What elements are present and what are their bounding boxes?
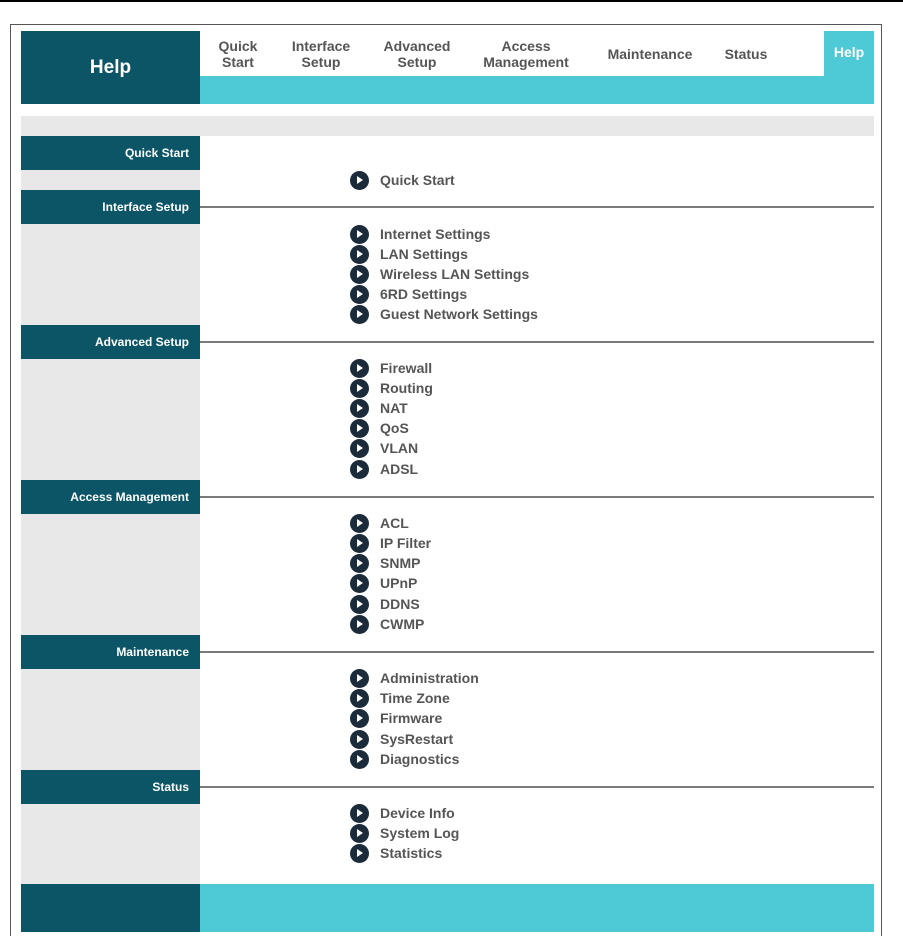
link-snmp[interactable]: [350, 553, 420, 573]
section-access-management: Access Management: [21, 480, 200, 514]
section-divider: [200, 206, 874, 208]
tab-interface-setup[interactable]: [282, 31, 360, 76]
link-ip-filter[interactable]: [350, 533, 431, 553]
tab-help-label: Help: [833, 44, 865, 60]
nav-subbar: [200, 76, 874, 104]
section-advanced-setup: Advanced Setup: [21, 325, 200, 359]
link-guest-network-settings[interactable]: [350, 304, 538, 324]
link-time-zone[interactable]: [350, 688, 450, 708]
tab-help[interactable]: [824, 31, 874, 76]
circle-play-icon: [350, 615, 369, 634]
circle-play-icon: [350, 265, 369, 284]
link-diagnostics[interactable]: [350, 749, 459, 769]
top-rule: [0, 0, 903, 2]
section-quick-start: Quick Start: [21, 136, 200, 170]
link-label: Firmware: [380, 710, 443, 726]
link-lan-settings[interactable]: [350, 244, 468, 264]
page-title: Help: [21, 31, 200, 104]
link-internet-settings[interactable]: [350, 224, 490, 244]
link-label: CWMP: [380, 616, 425, 632]
tab-access-management-label: Access Management: [483, 37, 569, 70]
link-label: Guest Network Settings: [380, 306, 538, 322]
link-label: LAN Settings: [380, 246, 468, 262]
link-label: DDNS: [380, 596, 420, 612]
section-divider: [200, 651, 874, 653]
circle-play-icon: [350, 534, 369, 553]
link-statistics[interactable]: [350, 843, 442, 863]
link-firmware[interactable]: [350, 708, 442, 728]
circle-play-icon: [350, 359, 369, 378]
circle-play-icon: [350, 460, 369, 479]
link-label: Routing: [380, 380, 433, 396]
section-divider: [200, 786, 874, 788]
link-upnp[interactable]: [350, 573, 417, 593]
link-label: VLAN: [380, 440, 419, 456]
link-label: Statistics: [380, 845, 443, 861]
link-label: ACL: [380, 515, 409, 531]
tab-access-management[interactable]: [474, 31, 578, 76]
section-divider: [200, 496, 874, 498]
circle-play-icon: [350, 730, 369, 749]
link-label: 6RD Settings: [380, 286, 468, 302]
circle-play-icon: [350, 439, 369, 458]
section-status: Status: [21, 770, 200, 804]
link-label: Firewall: [380, 360, 433, 376]
header-spacer: [21, 116, 874, 136]
link-ddns[interactable]: [350, 594, 420, 614]
tab-quick-start[interactable]: [210, 31, 266, 76]
circle-play-icon: [350, 709, 369, 728]
circle-play-icon: [350, 554, 369, 573]
circle-play-icon: [350, 171, 369, 190]
link-vlan[interactable]: [350, 438, 418, 458]
tab-status-label: Status: [724, 45, 768, 62]
link-label: QoS: [380, 420, 409, 436]
circle-play-icon: [350, 305, 369, 324]
circle-play-icon: [350, 689, 369, 708]
link-label: SysRestart: [380, 731, 454, 747]
section-interface-setup: Interface Setup: [21, 190, 200, 224]
tab-quick-start-label: Quick Start: [218, 37, 258, 70]
link-wireless-lan-settings[interactable]: [350, 264, 529, 284]
tab-maintenance-label: Maintenance: [607, 45, 693, 62]
link-label: Device Info: [380, 805, 455, 821]
tab-interface-setup-label: Interface Setup: [291, 37, 351, 70]
link-label: IP Filter: [380, 535, 432, 551]
circle-play-icon: [350, 804, 369, 823]
circle-play-icon: [350, 419, 369, 438]
link-label: Time Zone: [380, 690, 450, 706]
link-label: NAT: [380, 400, 408, 416]
tab-maintenance[interactable]: [598, 31, 702, 76]
circle-play-icon: [350, 225, 369, 244]
circle-play-icon: [350, 750, 369, 769]
link-label: ADSL: [380, 461, 419, 477]
link-label: Internet Settings: [380, 226, 491, 242]
link-label: System Log: [380, 825, 460, 841]
link-cwmp[interactable]: [350, 614, 424, 634]
link-firewall[interactable]: [350, 358, 432, 378]
link-administration[interactable]: [350, 668, 479, 688]
circle-play-icon: [350, 245, 369, 264]
link-6rd-settings[interactable]: [350, 284, 467, 304]
circle-play-icon: [350, 285, 369, 304]
link-acl[interactable]: [350, 513, 409, 533]
circle-play-icon: [350, 824, 369, 843]
section-divider: [200, 341, 874, 343]
section-maintenance: Maintenance: [21, 635, 200, 669]
tab-advanced-setup-label: Advanced Setup: [383, 37, 451, 70]
link-label: Wireless LAN Settings: [380, 266, 530, 282]
link-system-log[interactable]: [350, 823, 459, 843]
link-quick-start[interactable]: [350, 170, 455, 190]
footer-left: [21, 884, 200, 932]
circle-play-icon: [350, 595, 369, 614]
link-device-info[interactable]: [350, 803, 455, 823]
circle-play-icon: [350, 399, 369, 418]
link-sysrestart[interactable]: [350, 729, 453, 749]
circle-play-icon: [350, 574, 369, 593]
link-qos[interactable]: [350, 418, 409, 438]
tab-advanced-setup[interactable]: [376, 31, 458, 76]
link-routing[interactable]: [350, 378, 433, 398]
footer-right: [200, 884, 874, 932]
circle-play-icon: [350, 514, 369, 533]
circle-play-icon: [350, 669, 369, 688]
link-adsl[interactable]: [350, 459, 418, 479]
link-label: Diagnostics: [380, 751, 460, 767]
tab-status[interactable]: [716, 31, 776, 76]
link-label: SNMP: [380, 555, 421, 571]
link-label: UPnP: [380, 575, 418, 591]
circle-play-icon: [350, 844, 369, 863]
link-nat[interactable]: [350, 398, 408, 418]
link-label: Administration: [380, 670, 479, 686]
link-label: Quick Start: [380, 172, 455, 188]
circle-play-icon: [350, 379, 369, 398]
